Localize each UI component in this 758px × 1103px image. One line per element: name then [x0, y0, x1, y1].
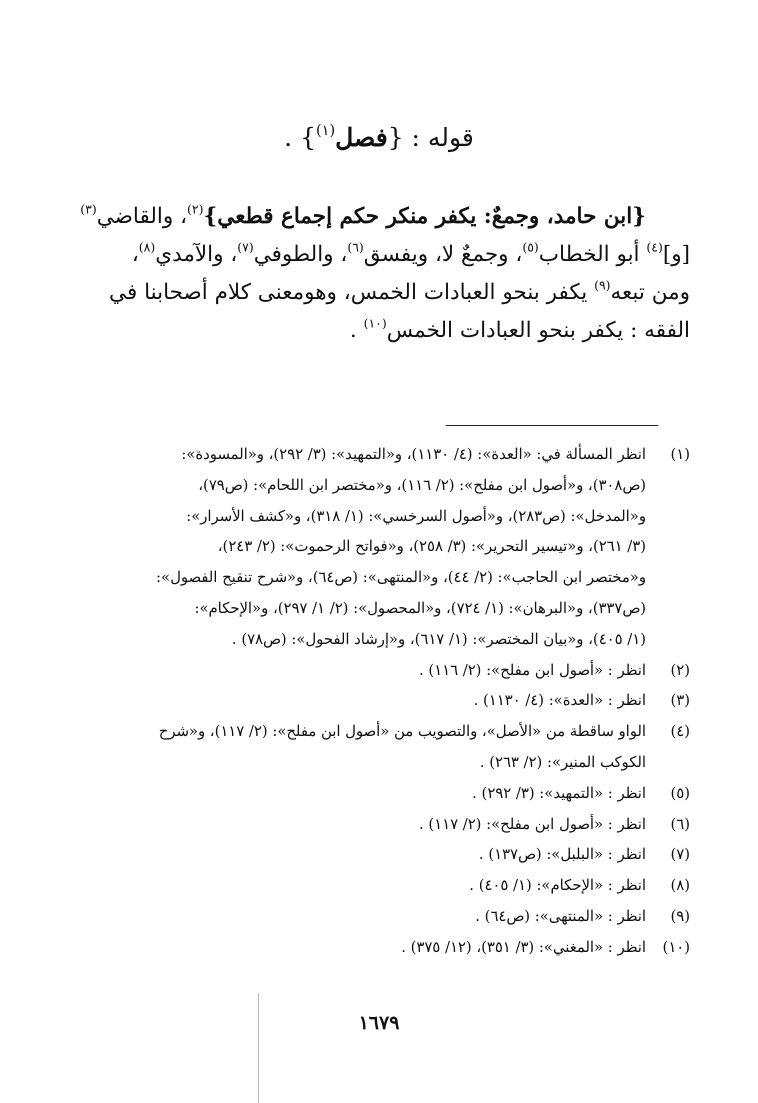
- main-text: [60, 198, 690, 350]
- footnote-line: الكوكب المنير»: (٢/ ٢٦٣) .: [479, 753, 646, 771]
- footnote-ref: (١٠): [363, 315, 387, 331]
- footnote-number: (٣): [670, 692, 690, 710]
- footnote-line: (ص٣٣٧)، و«البرهان»: (١/ ٧٢٤)، و«المحصول»: (٢/ ١/ ٢٩٧)، و«الإحكام»:: [194, 599, 646, 617]
- heading-footnote-ref: (١): [315, 123, 336, 140]
- footnote-number: (١): [670, 446, 690, 463]
- footnote-number: (٦): [670, 815, 690, 833]
- text-segment: أبو الخطاب: [538, 242, 647, 267]
- footnote-ref: (٤): [646, 239, 663, 255]
- page-gutter-line: [258, 993, 259, 1103]
- footnote-ref: (٣): [80, 201, 97, 217]
- footnote-line: (١/ ٤٠٥)، و«بيان المختصر»: (١/ ٦١٧)، و«إرشاد الفحول»: (ص٧٨) .: [231, 630, 646, 648]
- footnote-ref: (٧): [237, 239, 254, 255]
- footnote-line: انظر : «الإحكام»: (١/ ٤٠٥) .: [469, 877, 646, 895]
- text-segment: ومن تبعه: [610, 280, 690, 305]
- footnote-item: [50, 656, 690, 687]
- footnote-ref: (٨): [138, 239, 156, 255]
- main-text-line: [60, 274, 690, 312]
- footnote-line: انظر المسألة في: «العدة»: (٤/ ١١٣٠)، و«التمهيد»: (٣/ ٢٩٢)، و«المسودة»:: [181, 446, 646, 463]
- text-segment: [و]: [662, 242, 690, 267]
- footnote-number: (٩): [670, 907, 690, 925]
- footnote-item: [50, 440, 690, 656]
- footnote-line: انظر : «التمهيد»: (٣/ ٢٩٢) .: [472, 784, 646, 802]
- heading-prefix: قوله : {: [387, 123, 474, 152]
- main-text-line: [60, 312, 690, 350]
- footnotes-list: [50, 440, 690, 964]
- heading-title: فصل: [335, 123, 388, 152]
- text-segment: {ابن حامد، وجمعٌ: يكفر منكر حكم إجماع قطعي}: [203, 204, 646, 229]
- footnote-item: [50, 779, 690, 810]
- footnote-line: انظر : «البلبل»: (ص١٣٧) .: [478, 846, 646, 864]
- text-segment: .: [349, 318, 364, 343]
- footnote-number: (٨): [670, 877, 690, 895]
- footnote-line: الواو ساقطة من «الأصل»، والتصويب من «أصول ابن مفلح»: (٢/ ١١٧)، و«شرح: [158, 723, 646, 741]
- footnote-item: [50, 871, 690, 902]
- footnote-item: [50, 840, 690, 871]
- footnote-number: (٥): [670, 784, 690, 802]
- footnote-item: [50, 686, 690, 717]
- footnote-number: (١٠): [662, 938, 690, 956]
- footnote-line: انظر : «أصول ابن مفلح»: (٢/ ١١٦) .: [418, 661, 646, 679]
- section-heading: [0, 118, 758, 158]
- main-text-line: [60, 198, 690, 236]
- footnote-line: (ص٣٠٨)، و«أصول ابن مفلح»: (٢/ ١١٦)، و«مختصر ابن اللحام»: (ص٧٩)،: [198, 476, 646, 494]
- footnote-number: (٢): [670, 661, 690, 679]
- text-segment: ، والقاضي: [96, 204, 188, 229]
- footnote-line: (٣/ ٢٦١)، و«تيسير التحرير»: (٣/ ٢٥٨)، و«فواتح الرحموت»: (٢/ ٢٤٣)،: [217, 538, 646, 556]
- footnote-ref: (٩): [594, 277, 611, 293]
- text-segment: الفقه : يكفر بنحو العبادات الخمس: [386, 318, 690, 343]
- text-segment: يكفر بنحو العبادات الخمس، وهومعنى كلام أصحابنا في: [109, 280, 595, 305]
- main-text-line: [60, 236, 690, 274]
- footnote-ref: (٢): [187, 201, 204, 217]
- footnote-line: انظر : «المغني»: (٣/ ٣٥١)، (١٢/ ٣٧٥) .: [401, 938, 646, 956]
- footnote-item: [50, 717, 690, 779]
- text-segment: ، والآمدي: [155, 242, 238, 267]
- heading-suffix: } .: [284, 123, 316, 152]
- text-segment: ، وجمعٌ لا، ويفسق: [363, 242, 523, 267]
- text-segment: ،: [131, 242, 139, 267]
- footnote-ref: (٥): [522, 239, 539, 255]
- footnote-number: (٧): [670, 846, 690, 864]
- footnote-line: انظر : «العدة»: (٤/ ١١٣٠) .: [473, 692, 646, 710]
- footnote-line: و«مختصر ابن الحاجب»: (٢/ ٤٤)، و«المنتهى»: (ص٦٤)، و«شرح تنقيح الفصول»:: [156, 569, 646, 587]
- footnote-line: انظر : «أصول ابن مفلح»: (٢/ ١١٧) .: [418, 815, 646, 833]
- footnote-number: (٤): [670, 723, 690, 741]
- footnote-ref: (٦): [347, 239, 364, 255]
- footnote-item: [50, 902, 690, 933]
- footnote-separator: [446, 425, 658, 426]
- footnote-line: و«المدخل»: (ص٢٨٣)، و«أصول السرخسي»: (١/ ٣١٨)، و«كشف الأسرار»:: [186, 507, 646, 525]
- text-segment: ، والطوفي: [253, 242, 348, 267]
- page-number: ١٦٧٩: [358, 1012, 400, 1034]
- footnote-item: [50, 810, 690, 841]
- footnote-item: [50, 933, 690, 964]
- footnote-line: انظر : «المنتهى»: (ص٦٤) .: [475, 907, 646, 925]
